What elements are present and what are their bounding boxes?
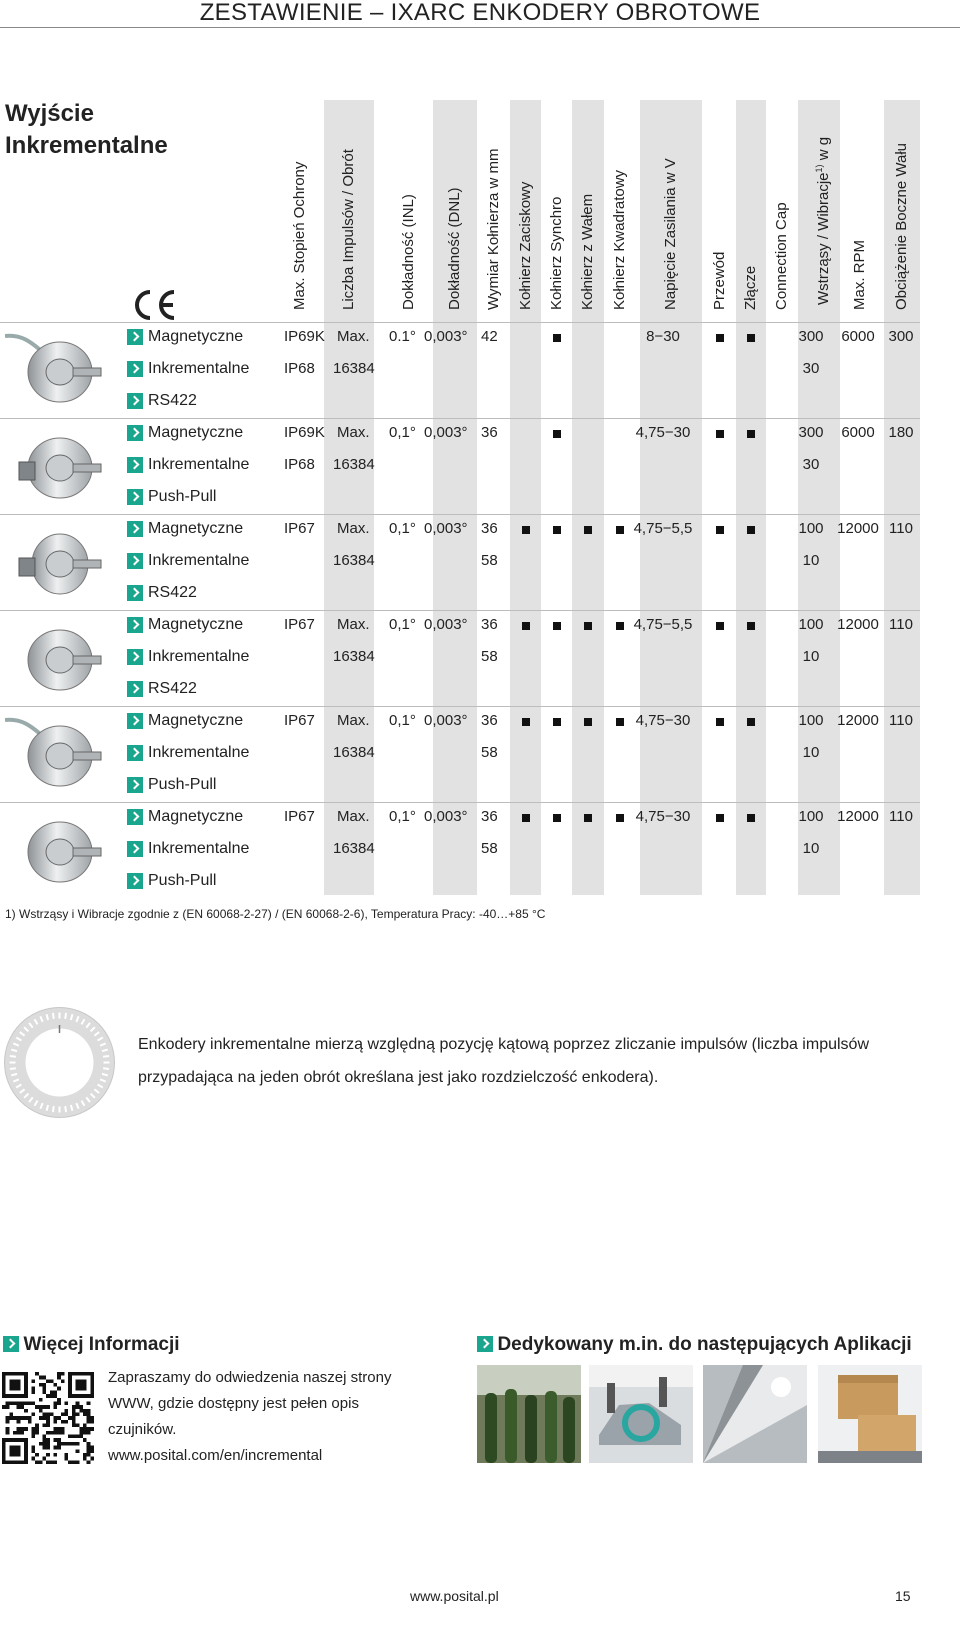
- vibration-value: 100: [798, 808, 824, 825]
- connector-marker: [747, 718, 755, 726]
- more-info-text: Zapraszamy do odwiedzenia naszej strony WWW, gdzie dostępny jest pełen opis czujników. www.posital.com/en/incremental: [108, 1365, 408, 1469]
- accuracy-inl: 0,1°: [389, 712, 416, 729]
- arrow-right-icon: [127, 617, 143, 633]
- accuracy-dnl: 0,003°: [424, 712, 468, 729]
- pulses-per-rev: Max.: [337, 520, 370, 537]
- column-header-synchro: Kołnierz Synchro: [547, 196, 565, 310]
- accuracy-inl: 0,1°: [389, 616, 416, 633]
- accuracy-dnl: 0,003°: [424, 616, 468, 633]
- pulses-per-rev: Max.: [337, 712, 370, 729]
- arrow-right-icon: [127, 393, 143, 409]
- product-label[interactable]: Inkrementalne: [148, 840, 250, 857]
- column-header-square: Kołnierz Kwadratowy: [611, 169, 628, 310]
- ce-mark-icon: [130, 288, 178, 322]
- flange-size: 36: [481, 712, 498, 729]
- section-title: Wyjście Inkrementalne: [5, 100, 168, 159]
- max-rpm: 12000: [837, 616, 879, 633]
- vibration-value: 100: [798, 712, 824, 729]
- ip-rating: IP69K: [284, 424, 325, 441]
- product-label[interactable]: Magnetyczne: [148, 808, 244, 825]
- row-separator: [0, 610, 920, 611]
- cable-marker: [716, 814, 724, 822]
- ip-rating: IP68: [284, 360, 315, 377]
- column-header-dnl: Dokładność (DNL): [446, 187, 463, 310]
- feature-marker: [522, 814, 530, 822]
- more-info-url[interactable]: www.posital.com/en/incremental: [108, 1447, 323, 1464]
- max-rpm: 12000: [837, 712, 879, 729]
- footnote: 1) Wstrząsy i Wibracje zgodnie z (EN 60068-2-27) / (EN 60068-2-6), Temperatura Pracy: -40…+85 °C: [5, 907, 546, 921]
- row-separator: [0, 322, 920, 323]
- ip-rating: IP69K: [284, 328, 325, 345]
- max-rpm: 6000: [841, 424, 875, 441]
- flange-size: 58: [481, 840, 498, 857]
- vibration-value: 10: [802, 840, 820, 857]
- arrow-right-icon: [127, 649, 143, 665]
- column-header-ppr: Liczba Impulsów / Obrót: [340, 149, 357, 310]
- more-info-heading: Więcej Informacji: [3, 1334, 180, 1356]
- arrow-right-icon: [127, 425, 143, 441]
- column-header-clamp: Kołnierz Zaciskowy: [516, 181, 534, 310]
- arrow-right-icon: [127, 489, 143, 505]
- feature-marker: [522, 622, 530, 630]
- hollow-encoder-image: [5, 806, 115, 894]
- feature-marker: [553, 334, 561, 342]
- page-number: 15: [895, 1588, 911, 1604]
- column-header-ip: Max. Stopień Ochrony: [291, 161, 308, 310]
- feature-marker: [616, 718, 624, 726]
- feature-marker: [616, 814, 624, 822]
- shaft-load: 110: [889, 712, 913, 729]
- supply-voltage: 4,75−5,5: [633, 616, 693, 633]
- arrow-right-icon: [127, 553, 143, 569]
- column-header-cable: Przewód: [711, 251, 728, 310]
- max-rpm: 12000: [837, 520, 879, 537]
- column-header-flange: Wymiar Kołnierza w mm: [485, 148, 502, 310]
- arrow-right-icon: [127, 841, 143, 857]
- feature-marker: [553, 526, 561, 534]
- column-header-load: Obciążenie Boczne Wału: [893, 142, 910, 310]
- row-separator: [0, 418, 920, 419]
- vibration-value: 30: [802, 360, 820, 377]
- vibration-value: 10: [802, 552, 820, 569]
- product-label[interactable]: Inkrementalne: [148, 360, 250, 377]
- round-encoder-image: [5, 422, 115, 510]
- solar-application-image: [703, 1365, 807, 1463]
- pulses-per-rev: Max.: [337, 328, 370, 345]
- ip-rating: IP67: [284, 520, 315, 537]
- shaft-load: 110: [889, 808, 913, 825]
- vibration-value: 300: [798, 328, 824, 345]
- footer-url[interactable]: www.posital.pl: [410, 1588, 499, 1604]
- row-separator: [0, 706, 920, 707]
- bottling-application-image: [477, 1365, 581, 1463]
- vibration-value: 100: [798, 616, 824, 633]
- pulses-per-rev: 16384: [333, 648, 375, 665]
- vibration-value: 30: [802, 456, 820, 473]
- pulses-per-rev: Max.: [337, 808, 370, 825]
- feature-marker: [553, 622, 561, 630]
- product-label[interactable]: Inkrementalne: [148, 456, 250, 473]
- vibration-value: 10: [802, 744, 820, 761]
- flange-size: 58: [481, 648, 498, 665]
- applications-heading: Dedykowany m.in. do następujących Aplikacji: [477, 1334, 912, 1356]
- column-header-rpm: Max. RPM: [851, 239, 868, 310]
- product-label[interactable]: Push-Pull: [148, 776, 217, 793]
- vibration-value: 100: [798, 520, 824, 537]
- accuracy-dnl: 0,003°: [424, 520, 468, 537]
- flange-size: 58: [481, 744, 498, 761]
- product-label[interactable]: Magnetyczne: [148, 424, 244, 441]
- pulses-per-rev: 16384: [333, 744, 375, 761]
- row-separator: [0, 802, 920, 803]
- arrow-right-icon: [127, 745, 143, 761]
- product-label[interactable]: Magnetyczne: [148, 520, 244, 537]
- accuracy-dnl: 0,003°: [424, 328, 468, 345]
- accuracy-inl: 0,1°: [389, 424, 416, 441]
- feature-marker: [553, 430, 561, 438]
- column-header-connector: Złącze: [742, 265, 759, 310]
- product-label[interactable]: Push-Pull: [148, 872, 217, 889]
- max-rpm: 12000: [837, 808, 879, 825]
- feature-marker: [584, 622, 592, 630]
- accuracy-dnl: 0,003°: [424, 424, 468, 441]
- connector-marker: [747, 622, 755, 630]
- flange-size: 36: [481, 808, 498, 825]
- product-label[interactable]: Magnetyczne: [148, 328, 244, 345]
- shaft-load: 180: [888, 424, 914, 441]
- product-label[interactable]: Inkrementalne: [148, 744, 250, 761]
- feature-marker: [553, 814, 561, 822]
- feature-marker: [553, 718, 561, 726]
- feature-marker: [522, 718, 530, 726]
- cable-encoder-image: [5, 326, 115, 414]
- accuracy-inl: 0,1°: [389, 520, 416, 537]
- qr-code-icon[interactable]: [2, 1372, 94, 1464]
- connector-marker: [747, 814, 755, 822]
- product-label[interactable]: Magnetyczne: [148, 616, 244, 633]
- cable-marker: [716, 526, 724, 534]
- accuracy-inl: 0.1°: [389, 328, 416, 345]
- pulses-per-rev: 16384: [333, 552, 375, 569]
- feature-marker: [616, 622, 624, 630]
- shaft-load: 110: [889, 616, 913, 633]
- page-title: ZESTAWIENIE – IXARC ENKODERY OBROTOWE: [199, 0, 761, 26]
- connector-marker: [747, 526, 755, 534]
- column-header-inl: Dokładność (INL): [400, 194, 417, 310]
- cable-marker: [716, 430, 724, 438]
- product-label[interactable]: RS422: [148, 584, 197, 601]
- ip-rating: IP68: [284, 456, 315, 473]
- pulses-per-rev: 16384: [333, 840, 375, 857]
- row-separator: [0, 514, 920, 515]
- flange-size: 36: [481, 424, 498, 441]
- arrow-right-icon: [127, 809, 143, 825]
- arrow-right-icon: [127, 713, 143, 729]
- cable-encoder-2-image: [5, 710, 115, 798]
- cable-marker: [716, 718, 724, 726]
- supply-voltage: 4,75−30: [635, 712, 691, 729]
- product-label[interactable]: Inkrementalne: [148, 552, 250, 569]
- column-header-voltage: Napięcie Zasilania w V: [662, 158, 679, 310]
- ip-rating: IP67: [284, 712, 315, 729]
- ip-rating: IP67: [284, 616, 315, 633]
- pulses-per-rev: Max.: [337, 424, 370, 441]
- column-header-shaft: Kołnierz z Wałem: [579, 193, 596, 310]
- flange-size: 36: [481, 616, 498, 633]
- accuracy-inl: 0,1°: [389, 808, 416, 825]
- flange-size: 42: [481, 328, 498, 345]
- shaft-load: 110: [889, 520, 913, 537]
- product-label[interactable]: Magnetyczne: [148, 712, 244, 729]
- angled-encoder-image: [5, 518, 115, 606]
- supply-voltage: 4,75−5,5: [633, 520, 693, 537]
- column-header-vibration: Wstrząsy / Wibracje$^{1)}$ w g: [814, 136, 832, 305]
- product-label[interactable]: RS422: [148, 680, 197, 697]
- vibration-value: 10: [802, 648, 820, 665]
- product-label[interactable]: Push-Pull: [148, 488, 217, 505]
- feature-marker: [616, 526, 624, 534]
- product-label[interactable]: Inkrementalne: [148, 648, 250, 665]
- connector-marker: [747, 430, 755, 438]
- arrow-right-icon: [127, 457, 143, 473]
- feature-marker: [522, 526, 530, 534]
- arrow-right-icon: [127, 361, 143, 377]
- pulses-per-rev: Max.: [337, 616, 370, 633]
- accuracy-dnl: 0,003°: [424, 808, 468, 825]
- max-rpm: 6000: [841, 328, 875, 345]
- column-header-cap: Connection Cap: [773, 202, 790, 310]
- supply-voltage: 8−30: [646, 328, 680, 345]
- arrow-right-icon: [3, 1336, 19, 1352]
- feature-marker: [584, 814, 592, 822]
- flange-size: 36: [481, 520, 498, 537]
- arrow-right-icon: [127, 777, 143, 793]
- vibration-value: 300: [798, 424, 824, 441]
- pulses-per-rev: 16384: [333, 360, 375, 377]
- synchro-encoder-image: [5, 614, 115, 702]
- cable-marker: [716, 622, 724, 630]
- flange-size: 58: [481, 552, 498, 569]
- arrow-right-icon: [127, 329, 143, 345]
- feature-marker: [584, 526, 592, 534]
- pulses-per-rev: 16384: [333, 456, 375, 473]
- supply-voltage: 4,75−30: [635, 808, 691, 825]
- arrow-right-icon: [127, 681, 143, 697]
- product-label[interactable]: RS422: [148, 392, 197, 409]
- shaft-load: 300: [888, 328, 914, 345]
- arrow-right-icon: [127, 873, 143, 889]
- encoder-disc-icon: [2, 1005, 117, 1120]
- automotive-application-image: [589, 1365, 693, 1463]
- arrow-right-icon: [127, 521, 143, 537]
- feature-marker: [584, 718, 592, 726]
- connector-marker: [747, 334, 755, 342]
- arrow-right-icon: [127, 585, 143, 601]
- cable-marker: [716, 334, 724, 342]
- ip-rating: IP67: [284, 808, 315, 825]
- description: Enkodery inkrementalne mierzą względną pozycję kątową poprzez zliczanie impulsów (liczba impulsów przypadająca na jeden obrót określana jest jako rozdzielczość enkodera).: [138, 1036, 869, 1086]
- supply-voltage: 4,75−30: [635, 424, 691, 441]
- arrow-right-icon: [477, 1336, 493, 1352]
- logistics-application-image: [818, 1365, 922, 1463]
- title-divider: [0, 27, 960, 28]
